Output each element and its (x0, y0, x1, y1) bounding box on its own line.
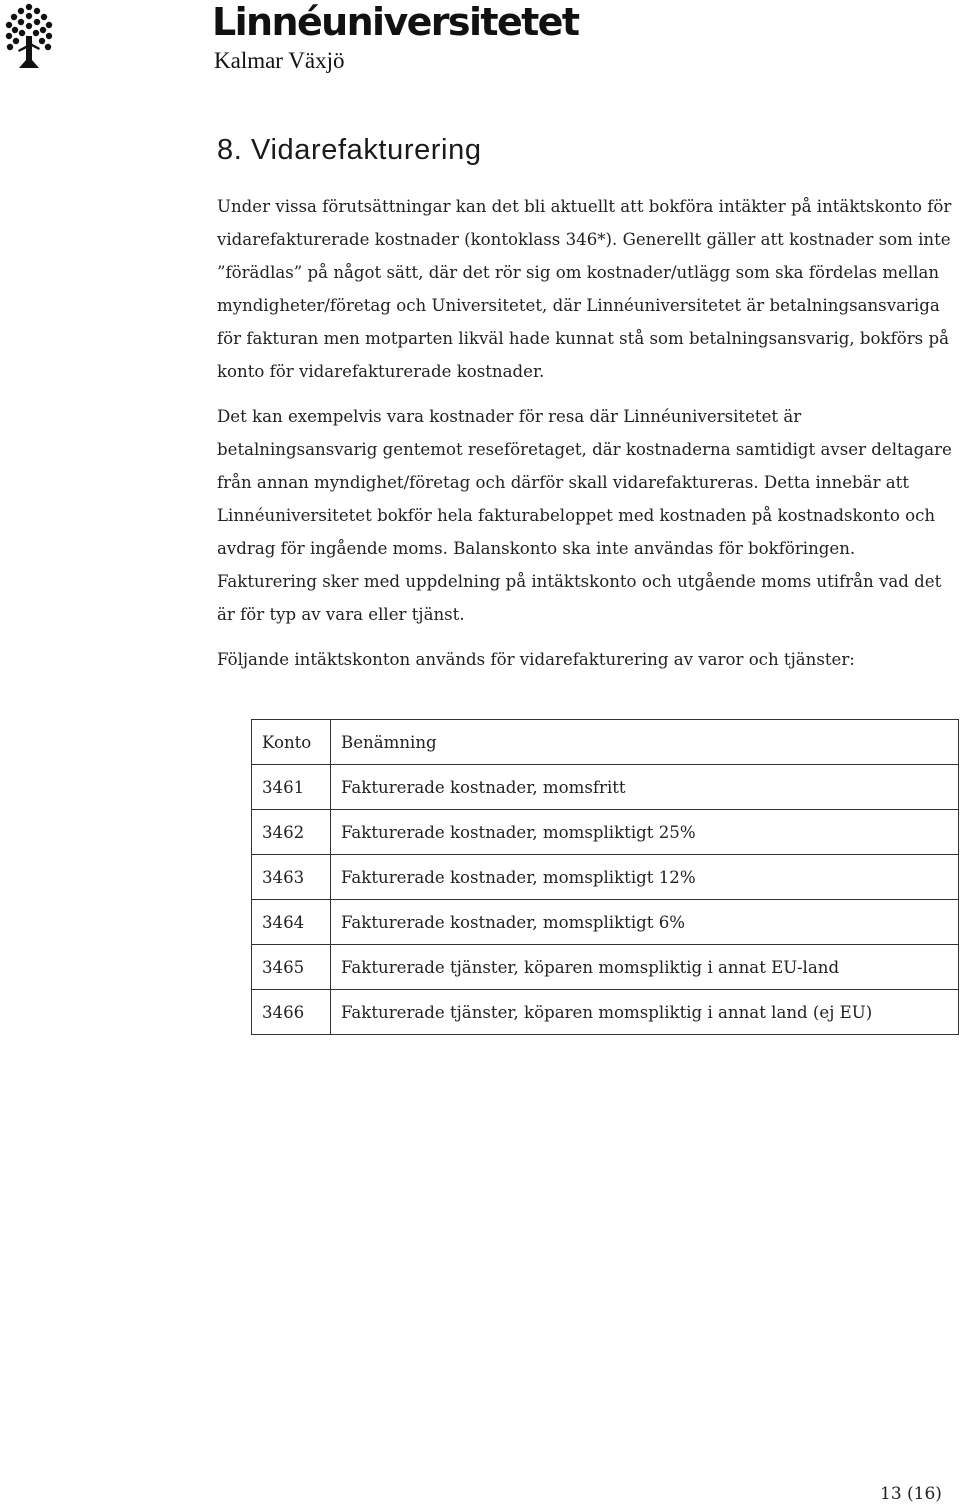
header-cell-benamning: Benämning (331, 720, 959, 765)
paragraph: Det kan exempelvis vara kostnader för resa där Linnéuniversitetet är betalningsansvarig gentemot reseföretaget, där kostnaderna samtidigt avser deltagare från annan myndighet/företag och därför skall vidarefaktureras. Detta innebär att Linnéuniversitetet bokför hela fakturabeloppet med kostnaden på kostnadskonto och avdrag för ingående moms. Balanskonto ska inte användas för bokföringen. Fakturering sker med uppdelning på intäktskonto och utgående moms utifrån vad det är för typ av vara eller tjänst. (217, 407, 952, 624)
account-number: 3463 (252, 855, 331, 900)
campus-names: Kalmar Växjö (214, 48, 345, 73)
account-name: Fakturerade tjänster, köparen momspliktig i annat land (ej EU) (331, 990, 959, 1035)
section-heading: 8. Vidarefakturering (217, 134, 482, 166)
account-number: 3465 (252, 945, 331, 990)
tree-logo-icon (4, 2, 54, 72)
table-row (252, 810, 959, 855)
document-content (217, 128, 952, 676)
account-number: 3462 (252, 810, 331, 855)
table-row (252, 765, 959, 810)
paragraph: Under vissa förutsättningar kan det bli aktuellt att bokföra intäkter på intäktskonto för vidarefakturerade kostnader (kontoklass 346*). Generellt gäller att kostnader som inte ”förädlas” på något sätt, där det rör sig om kostnader/utlägg som ska fördelas mellan myndigheter/företag och Universitetet, där Linnéuniversitetet är betalningsansvariga för fakturan men motparten likväl hade kunnat stå som betalningsansvarig, bokförs på konto för vidarefakturerade kostnader. (217, 197, 952, 381)
account-number: 3466 (252, 990, 331, 1035)
account-name: Fakturerade kostnader, momspliktigt 6% (331, 900, 959, 945)
account-number: 3461 (252, 765, 331, 810)
account-name: Fakturerade kostnader, momspliktigt 25% (331, 810, 959, 855)
account-number: 3464 (252, 900, 331, 945)
table-row (252, 990, 959, 1035)
table-row (252, 945, 959, 990)
university-name: Linnéuniversitetet (212, 0, 579, 44)
table-intro: Följande intäktskonton används för vidarefakturering av varor och tjänster: (217, 650, 855, 669)
account-name: Fakturerade kostnader, momspliktigt 12% (331, 855, 959, 900)
table-row (252, 855, 959, 900)
table-row (252, 900, 959, 945)
page-number: 13 (16) (880, 1484, 942, 1504)
account-name: Fakturerade tjänster, köparen momspliktig i annat EU-land (331, 945, 959, 990)
account-name: Fakturerade kostnader, momsfritt (331, 765, 959, 810)
page-header (0, 0, 960, 80)
table-header-row (252, 720, 959, 765)
accounts-table (251, 719, 959, 1035)
header-cell-konto: Konto (252, 720, 331, 765)
